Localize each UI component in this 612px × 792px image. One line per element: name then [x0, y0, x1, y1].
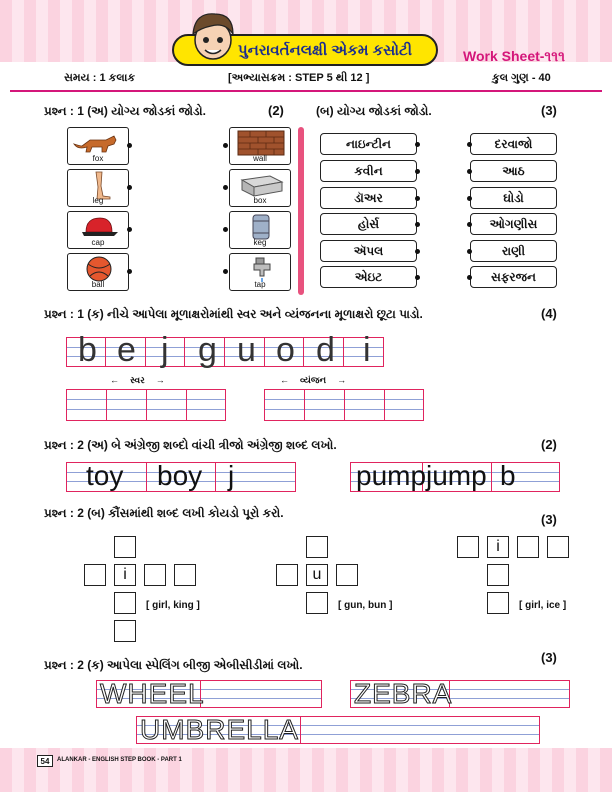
match-dot: [467, 275, 472, 280]
match-dot: [127, 269, 132, 274]
match-dot: [415, 142, 420, 147]
match-picture-keg: [229, 211, 291, 249]
crossword-cell[interactable]: [487, 592, 509, 614]
english-word-box: નાઇન્ટીન: [320, 133, 417, 155]
wall-label: wall: [253, 154, 267, 163]
english-word-box: ડૉઅર: [320, 187, 417, 209]
gujarati-word-box: સફરજન: [470, 266, 557, 288]
match-picture-wall: [229, 127, 291, 165]
page-number: 54: [37, 755, 53, 767]
q2a-prompt: પ્રશ્ન : 2 (અ) બે અંગ્રેજી શબ્દો વાંચી ત્રીજો અંગ્રેજી શબ્દ લખો.: [44, 438, 337, 452]
box-label: box: [253, 196, 267, 205]
match-dot: [415, 196, 420, 201]
letter-writing-lines: [66, 337, 384, 367]
match-dot: [415, 249, 420, 254]
rhyme-word: jump: [426, 460, 487, 491]
alphabet-letter: j: [161, 331, 169, 369]
rhyme-word: pump: [356, 460, 427, 491]
english-word-box: ઍપલ: [320, 240, 417, 262]
gujarati-word-box: દરવાજો: [470, 133, 557, 155]
gujarati-word-box: ઓગણીસ: [470, 213, 557, 235]
match-dot: [467, 196, 472, 201]
match-picture-fox: [67, 127, 129, 165]
given-letter: i: [123, 566, 127, 583]
crossword-cell[interactable]: [114, 592, 136, 614]
vowel-label: સ્વર: [130, 375, 145, 385]
arrow-right-icon: →: [155, 375, 165, 385]
gujarati-word-box: રાણી: [470, 240, 557, 262]
spelling-word: UMBRELLA: [140, 714, 299, 745]
q2c-marks: (3): [541, 650, 557, 665]
crossword-cell[interactable]: [336, 564, 358, 586]
vowel-writing-lines: [66, 389, 226, 421]
alphabet-letter: i: [363, 331, 371, 369]
q2a-marks: (2): [541, 437, 557, 452]
tap-label: tap: [254, 280, 266, 289]
given-letter: u: [312, 566, 322, 583]
gujarati-word-box: ઘોડો: [470, 187, 557, 209]
vowel-arrow-label: [110, 375, 165, 386]
page-title: પુનરાવર્તનલક્ષી એકમ કસોટી: [237, 41, 413, 59]
q2b-marks: (3): [541, 512, 557, 527]
rhyme-word: boy: [157, 460, 203, 491]
match-dot: [223, 143, 228, 148]
alphabet-letter: e: [117, 331, 136, 369]
alphabet-letter: o: [276, 331, 295, 369]
english-word-box: કવીન: [320, 160, 417, 182]
match-dot: [467, 249, 472, 254]
worksheet-number: Work Sheet-૧૧૧: [463, 48, 566, 64]
match-dot: [467, 222, 472, 227]
match-dot: [415, 275, 420, 280]
cap-label: cap: [91, 238, 105, 247]
alphabet-letter: u: [237, 331, 256, 369]
match-picture-leg: [67, 169, 129, 207]
rhyme-word-start: b: [500, 460, 516, 491]
match-dot: [223, 227, 228, 232]
crossword-cell[interactable]: [84, 564, 106, 586]
crossword-cell[interactable]: [114, 536, 136, 558]
spelling-word: ZEBRA: [354, 678, 453, 709]
alphabet-letter: g: [198, 331, 217, 369]
crossword-cell[interactable]: [306, 536, 328, 558]
match-dot: [467, 142, 472, 147]
q1a-prompt: પ્રશ્ન : 1 (અ) યોગ્ય જોડકાં જોડો.: [44, 104, 206, 118]
exam-time: સમય : 1 કલાક: [64, 72, 136, 84]
match-dot: [127, 143, 132, 148]
word-hint: [ gun, bun ]: [338, 600, 393, 611]
match-dot: [127, 185, 132, 190]
gujarati-word-box: આઠ: [470, 160, 557, 182]
word-hint: [ girl, ice ]: [519, 600, 567, 611]
syllabus: [અભ્યાસક્રમ : STEP 5 થી 12 ]: [228, 72, 370, 84]
match-dot: [223, 269, 228, 274]
q1c-marks: (4): [541, 306, 557, 321]
match-picture-ball: [67, 253, 129, 291]
given-letter: i: [496, 538, 500, 555]
arrow-left-icon: ←: [280, 375, 289, 385]
english-word-box: એઇટ: [320, 266, 417, 288]
crossword-cell[interactable]: [174, 564, 196, 586]
footer-band: [0, 748, 612, 792]
arrow-left-icon: ←: [110, 375, 119, 385]
word-hint: [ girl, king ]: [146, 600, 200, 611]
book-title: ALANKAR - ENGLISH STEP BOOK - PART 1: [57, 757, 182, 763]
crossword-cell[interactable]: [306, 592, 328, 614]
fox-label: fox: [92, 154, 104, 163]
crossword-cell[interactable]: [114, 620, 136, 642]
header-divider: [10, 90, 602, 92]
match-dot: [223, 185, 228, 190]
ball-label: ball: [91, 280, 105, 289]
match-dot: [127, 227, 132, 232]
consonant-writing-lines: [264, 389, 424, 421]
crossword-cell[interactable]: [547, 536, 569, 558]
total-marks: કુલ ગુણ - 40: [492, 72, 551, 84]
crossword-cell[interactable]: [517, 536, 539, 558]
crossword-cell[interactable]: [276, 564, 298, 586]
q1a-marks: (2): [268, 103, 284, 118]
q1b-marks: (3): [541, 103, 557, 118]
q1b-prompt: (બ) યોગ્ય જોડકાં જોડો.: [316, 104, 432, 118]
crossword-cell[interactable]: [457, 536, 479, 558]
q1c-prompt: પ્રશ્ન : 1 (ક) નીચે આપેલા મૂળાક્ષરોમાંથી સ્વર અને વ્યંજનના મૂળાક્ષરો છૂટા પાડો.: [44, 307, 423, 321]
rhyme-word: toy: [86, 460, 124, 491]
q2b-prompt: પ્રશ્ન : 2 (બ) કૌંસમાંથી શબ્દ લખી કોયડો પૂરો કરો.: [44, 506, 284, 520]
boy-mascot-icon: [181, 4, 245, 68]
crossword-cell[interactable]: [487, 536, 509, 558]
section-divider-bar: [298, 127, 304, 295]
match-picture-tap: [229, 253, 291, 291]
crossword-cell[interactable]: [144, 564, 166, 586]
match-dot: [415, 169, 420, 174]
match-picture-cap: [67, 211, 129, 249]
alphabet-letter: b: [78, 331, 97, 369]
english-word-box: હોર્સ: [320, 213, 417, 235]
match-picture-box: [229, 169, 291, 207]
spelling-word: WHEEL: [100, 678, 205, 709]
leg-label: leg: [92, 196, 104, 205]
crossword-cell[interactable]: [487, 564, 509, 586]
match-dot: [467, 169, 472, 174]
consonant-arrow-label: [280, 375, 346, 386]
q2c-prompt: પ્રશ્ન : 2 (ક) આપેલા સ્પેલિંગ બીજી એબીસીડીમાં લખો.: [44, 658, 303, 672]
alphabet-letter: d: [316, 331, 335, 369]
arrow-right-icon: →: [337, 375, 347, 385]
crossword-cell[interactable]: [306, 564, 328, 586]
rhyme-word-start: j: [228, 460, 235, 491]
keg-label: keg: [253, 238, 267, 247]
crossword-cell[interactable]: [114, 564, 136, 586]
match-dot: [415, 222, 420, 227]
consonant-label: વ્યંજન: [300, 375, 327, 385]
